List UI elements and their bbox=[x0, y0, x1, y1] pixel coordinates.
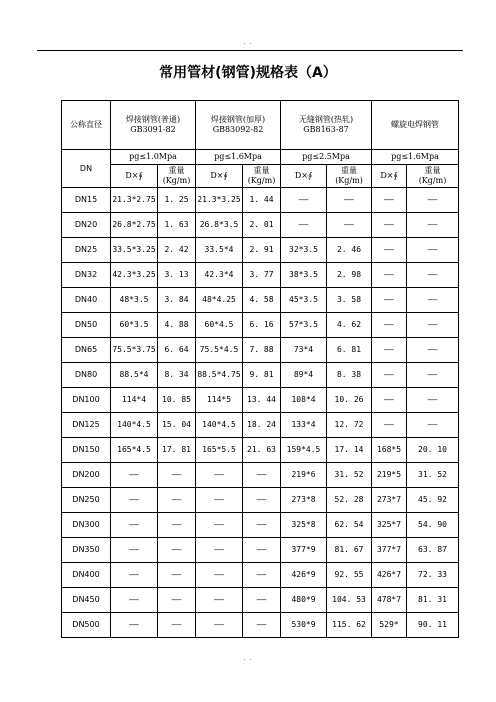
weight-cell: —— bbox=[327, 213, 372, 238]
pressure-label: pg≤1.0Mpa bbox=[111, 150, 196, 165]
weight-cell: 52. 28 bbox=[327, 488, 372, 513]
dimension-cell: —— bbox=[196, 538, 243, 563]
weight-cell: 2. 98 bbox=[327, 263, 372, 288]
dimension-cell: 26.8*3.5 bbox=[196, 213, 243, 238]
group-header-spiral bbox=[372, 101, 459, 150]
dimension-cell: —— bbox=[372, 338, 407, 363]
dimension-cell: 377*7 bbox=[372, 538, 407, 563]
dimension-cell: 426*7 bbox=[372, 563, 407, 588]
header-mark: . . bbox=[243, 39, 253, 46]
weight-cell: —— bbox=[158, 488, 196, 513]
dimension-cell: —— bbox=[281, 188, 327, 213]
table-row bbox=[62, 538, 459, 563]
dn-cell: DN350 bbox=[62, 538, 111, 563]
weight-cell: —— bbox=[407, 288, 459, 313]
dn-cell: DN25 bbox=[62, 238, 111, 263]
weight-cell: 7. 88 bbox=[243, 338, 281, 363]
table-row bbox=[62, 213, 459, 238]
group-standard: GB3091-82 bbox=[130, 125, 176, 134]
weight-cell: —— bbox=[407, 263, 459, 288]
weight-cell: —— bbox=[158, 563, 196, 588]
weight-cell: 18. 24 bbox=[243, 413, 281, 438]
dimension-cell: 33.5*4 bbox=[196, 238, 243, 263]
dimension-cell: 45*3.5 bbox=[281, 288, 327, 313]
dimension-cell: 75.5*3.75 bbox=[111, 338, 158, 363]
weight-cell: 4. 58 bbox=[243, 288, 281, 313]
table-row bbox=[62, 288, 459, 313]
weight-cell: 15. 04 bbox=[158, 413, 196, 438]
weight-cell: 3. 77 bbox=[243, 263, 281, 288]
weight-cell: 20. 10 bbox=[407, 438, 459, 463]
weight-cell: 10. 85 bbox=[158, 388, 196, 413]
weight-cell: —— bbox=[158, 463, 196, 488]
dn-cell: DN20 bbox=[62, 213, 111, 238]
weight-header: 重量 (Kg/m) bbox=[407, 165, 459, 188]
dimension-cell: 42.3*4 bbox=[196, 263, 243, 288]
dimension-cell: —— bbox=[372, 313, 407, 338]
pressure-label: pg≤2.5Mpa bbox=[281, 150, 372, 165]
dimension-cell: 21.3*3.25 bbox=[196, 188, 243, 213]
group-standard: GB8163-87 bbox=[303, 125, 349, 134]
weight-cell: 2. 01 bbox=[243, 213, 281, 238]
group-standard: GB83092-82 bbox=[212, 125, 264, 134]
weight-cell: 12. 72 bbox=[327, 413, 372, 438]
table-row bbox=[62, 313, 459, 338]
nominal-diameter-header: 公称直径 bbox=[62, 101, 111, 150]
dimension-cell: 273*8 bbox=[281, 488, 327, 513]
table-row bbox=[62, 488, 459, 513]
dimension-cell: —— bbox=[372, 288, 407, 313]
weight-cell: 10. 26 bbox=[327, 388, 372, 413]
weight-cell: 6. 64 bbox=[158, 338, 196, 363]
weight-header: 重量 (Kg/m) bbox=[243, 165, 281, 188]
dimension-cell: —— bbox=[372, 363, 407, 388]
dimension-cell: —— bbox=[372, 213, 407, 238]
table-row bbox=[62, 563, 459, 588]
dimension-cell: 114*4 bbox=[111, 388, 158, 413]
weight-cell: 45. 92 bbox=[407, 488, 459, 513]
dn-cell: DN200 bbox=[62, 463, 111, 488]
dimension-cell: 165*4.5 bbox=[111, 438, 158, 463]
table-row bbox=[62, 513, 459, 538]
dimension-cell: 108*4 bbox=[281, 388, 327, 413]
dimension-cell: —— bbox=[111, 613, 158, 638]
dn-cell: DN65 bbox=[62, 338, 111, 363]
dn-cell: DN50 bbox=[62, 313, 111, 338]
dimension-cell: 426*9 bbox=[281, 563, 327, 588]
dimension-cell: 60*3.5 bbox=[111, 313, 158, 338]
dn-cell: DN40 bbox=[62, 288, 111, 313]
table-row bbox=[62, 463, 459, 488]
dimension-cell: 57*3.5 bbox=[281, 313, 327, 338]
dimension-cell: —— bbox=[372, 188, 407, 213]
weight-cell: 62. 54 bbox=[327, 513, 372, 538]
dimension-cell: 75.5*4.5 bbox=[196, 338, 243, 363]
dimension-cell: —— bbox=[196, 613, 243, 638]
weight-cell: 3. 58 bbox=[327, 288, 372, 313]
weight-cell: —— bbox=[407, 338, 459, 363]
dimension-cell: 33.5*3.25 bbox=[111, 238, 158, 263]
header-row-pressure bbox=[62, 150, 459, 165]
dn-cell: DN150 bbox=[62, 438, 111, 463]
dimension-cell: 140*4.5 bbox=[111, 413, 158, 438]
pressure-label: pg≤1.6Mpa bbox=[196, 150, 281, 165]
weight-cell: 1. 25 bbox=[158, 188, 196, 213]
dimension-cell: 60*4.5 bbox=[196, 313, 243, 338]
weight-cell: —— bbox=[407, 213, 459, 238]
header-rule bbox=[37, 50, 463, 51]
weight-cell: 90. 11 bbox=[407, 613, 459, 638]
weight-cell: —— bbox=[407, 388, 459, 413]
weight-cell: 81. 67 bbox=[327, 538, 372, 563]
dimension-cell: 48*3.5 bbox=[111, 288, 158, 313]
weight-cell: 2. 91 bbox=[243, 238, 281, 263]
dimension-cell: —— bbox=[111, 513, 158, 538]
weight-cell: —— bbox=[243, 588, 281, 613]
weight-header: 重量 (Kg/m) bbox=[327, 165, 372, 188]
table-row bbox=[62, 388, 459, 413]
dim-header: D×∮ bbox=[196, 165, 243, 188]
table-row bbox=[62, 613, 459, 638]
weight-cell: 31. 52 bbox=[327, 463, 372, 488]
weight-cell: 31. 52 bbox=[407, 463, 459, 488]
dimension-cell: —— bbox=[111, 463, 158, 488]
dimension-cell: —— bbox=[111, 588, 158, 613]
table-row bbox=[62, 338, 459, 363]
dimension-cell: 219*5 bbox=[372, 463, 407, 488]
dimension-cell: 273*7 bbox=[372, 488, 407, 513]
weight-cell: 115. 62 bbox=[327, 613, 372, 638]
dimension-cell: 133*4 bbox=[281, 413, 327, 438]
weight-cell: 3. 84 bbox=[158, 288, 196, 313]
table-row bbox=[62, 238, 459, 263]
weight-cell: 17. 81 bbox=[158, 438, 196, 463]
dimension-cell: 140*4.5 bbox=[196, 413, 243, 438]
weight-cell: 8. 34 bbox=[158, 363, 196, 388]
dimension-cell: —— bbox=[196, 513, 243, 538]
group-name: 焊接钢管(普通) bbox=[125, 115, 181, 124]
pipe-spec-table bbox=[61, 100, 459, 638]
group-header-welded-standard bbox=[111, 101, 196, 150]
dn-cell: DN400 bbox=[62, 563, 111, 588]
dimension-cell: 21.3*2.75 bbox=[111, 188, 158, 213]
dimension-cell: 529* bbox=[372, 613, 407, 638]
weight-cell: 72. 33 bbox=[407, 563, 459, 588]
footer-mark: . . bbox=[243, 655, 253, 662]
weight-cell: 1. 44 bbox=[243, 188, 281, 213]
weight-cell: —— bbox=[243, 613, 281, 638]
weight-cell: 92. 55 bbox=[327, 563, 372, 588]
weight-header: 重量 (Kg/m) bbox=[158, 165, 196, 188]
dimension-cell: —— bbox=[196, 588, 243, 613]
weight-cell: 54. 90 bbox=[407, 513, 459, 538]
pressure-label: pg≤1.6Mpa bbox=[372, 150, 459, 165]
table-row bbox=[62, 188, 459, 213]
weight-cell: 6. 16 bbox=[243, 313, 281, 338]
dimension-cell: 325*7 bbox=[372, 513, 407, 538]
weight-cell: —— bbox=[407, 238, 459, 263]
dimension-cell: 26.8*2.75 bbox=[111, 213, 158, 238]
dimension-cell: —— bbox=[111, 563, 158, 588]
weight-cell: —— bbox=[243, 538, 281, 563]
weight-cell: 21. 63 bbox=[243, 438, 281, 463]
weight-cell: —— bbox=[158, 588, 196, 613]
page-title: 常用管材(钢管)规格表（A） bbox=[159, 65, 337, 81]
table-row bbox=[62, 363, 459, 388]
weight-cell: 8. 38 bbox=[327, 363, 372, 388]
dn-cell: DN15 bbox=[62, 188, 111, 213]
dimension-cell: 88.5*4.75 bbox=[196, 363, 243, 388]
weight-cell: —— bbox=[158, 538, 196, 563]
dimension-cell: —— bbox=[196, 563, 243, 588]
dimension-cell: 168*5 bbox=[372, 438, 407, 463]
weight-cell: 2. 46 bbox=[327, 238, 372, 263]
weight-cell: 2. 42 bbox=[158, 238, 196, 263]
dn-cell: DN250 bbox=[62, 488, 111, 513]
weight-cell: 17. 14 bbox=[327, 438, 372, 463]
group-name: 螺旋电焊钢管 bbox=[391, 120, 439, 129]
dn-cell: DN300 bbox=[62, 513, 111, 538]
weight-cell: —— bbox=[243, 488, 281, 513]
dimension-cell: —— bbox=[111, 488, 158, 513]
dimension-cell: —— bbox=[111, 538, 158, 563]
dimension-cell: 478*7 bbox=[372, 588, 407, 613]
dimension-cell: 42.3*3.25 bbox=[111, 263, 158, 288]
weight-cell: 63. 87 bbox=[407, 538, 459, 563]
weight-cell: 104. 53 bbox=[327, 588, 372, 613]
dim-header: D×∮ bbox=[111, 165, 158, 188]
group-header-seamless bbox=[281, 101, 372, 150]
dimension-cell: —— bbox=[372, 388, 407, 413]
weight-cell: 13. 44 bbox=[243, 388, 281, 413]
dimension-cell: 219*6 bbox=[281, 463, 327, 488]
dimension-cell: 480*9 bbox=[281, 588, 327, 613]
weight-cell: 9. 81 bbox=[243, 363, 281, 388]
dimension-cell: 530*9 bbox=[281, 613, 327, 638]
group-name: 无缝钢管(热轧) bbox=[298, 115, 354, 124]
weight-cell: —— bbox=[243, 563, 281, 588]
dn-header: DN bbox=[62, 150, 111, 188]
table-row bbox=[62, 438, 459, 463]
dimension-cell: 377*9 bbox=[281, 538, 327, 563]
weight-cell: 81. 31 bbox=[407, 588, 459, 613]
weight-cell: —— bbox=[407, 413, 459, 438]
dn-cell: DN125 bbox=[62, 413, 111, 438]
group-name: 焊接钢管(加厚) bbox=[210, 115, 266, 124]
dn-cell: DN450 bbox=[62, 588, 111, 613]
weight-cell: —— bbox=[243, 513, 281, 538]
dimension-cell: 114*5 bbox=[196, 388, 243, 413]
dimension-cell: 73*4 bbox=[281, 338, 327, 363]
weight-cell: —— bbox=[407, 363, 459, 388]
group-header-welded-thick bbox=[196, 101, 281, 150]
weight-cell: —— bbox=[158, 513, 196, 538]
table-row bbox=[62, 263, 459, 288]
dn-cell: DN80 bbox=[62, 363, 111, 388]
weight-cell: 6. 81 bbox=[327, 338, 372, 363]
dimension-cell: —— bbox=[281, 213, 327, 238]
weight-cell: —— bbox=[407, 188, 459, 213]
dn-cell: DN32 bbox=[62, 263, 111, 288]
dimension-cell: 89*4 bbox=[281, 363, 327, 388]
dimension-cell: —— bbox=[196, 463, 243, 488]
dimension-cell: 38*3.5 bbox=[281, 263, 327, 288]
weight-cell: 1. 63 bbox=[158, 213, 196, 238]
dimension-cell: —— bbox=[372, 413, 407, 438]
dimension-cell: 325*8 bbox=[281, 513, 327, 538]
dn-cell: DN500 bbox=[62, 613, 111, 638]
dimension-cell: 165*5.5 bbox=[196, 438, 243, 463]
dim-header: D×∮ bbox=[281, 165, 327, 188]
dimension-cell: 32*3.5 bbox=[281, 238, 327, 263]
dimension-cell: 88.5*4 bbox=[111, 363, 158, 388]
table-row bbox=[62, 588, 459, 613]
table-row bbox=[62, 413, 459, 438]
weight-cell: 4. 62 bbox=[327, 313, 372, 338]
dimension-cell: —— bbox=[372, 263, 407, 288]
weight-cell: —— bbox=[158, 613, 196, 638]
weight-cell: —— bbox=[243, 463, 281, 488]
dim-header: D×∮ bbox=[372, 165, 407, 188]
dimension-cell: 159*4.5 bbox=[281, 438, 327, 463]
weight-cell: —— bbox=[407, 313, 459, 338]
weight-cell: —— bbox=[327, 188, 372, 213]
header-row-groups bbox=[62, 101, 459, 150]
dimension-cell: 48*4.25 bbox=[196, 288, 243, 313]
dimension-cell: —— bbox=[196, 488, 243, 513]
header-row-units bbox=[62, 165, 459, 188]
dn-cell: DN100 bbox=[62, 388, 111, 413]
dimension-cell: —— bbox=[372, 238, 407, 263]
weight-cell: 3. 13 bbox=[158, 263, 196, 288]
weight-cell: 4. 88 bbox=[158, 313, 196, 338]
